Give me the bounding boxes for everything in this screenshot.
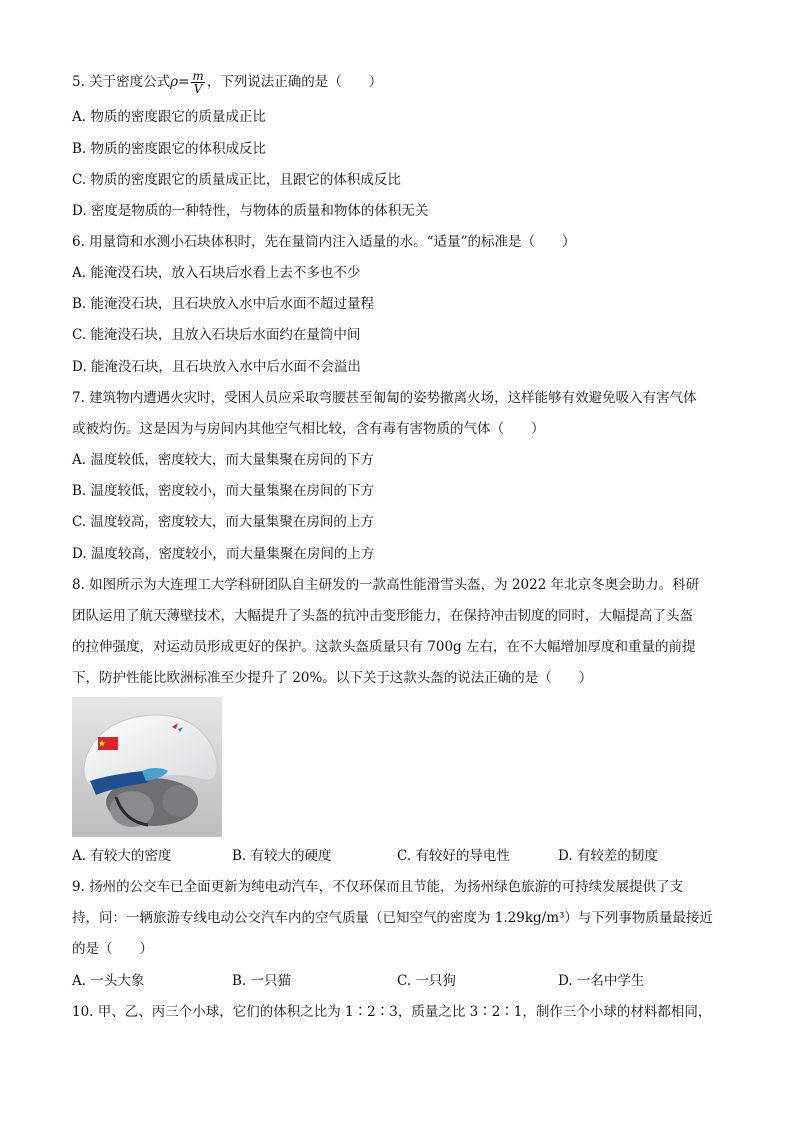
- q8-option-c: C. 有较好的导电性: [397, 848, 510, 864]
- q7-stem-line-1: 7. 建筑物内遭遇火灾时，受困人员应采取弯腰甚至匍匐的姿势撤离火场，这样能够有效避免吸入有害气体: [72, 390, 697, 406]
- q7-option-b: B. 温度较低，密度较小，而大量集聚在房间的下方: [72, 483, 375, 499]
- q5-stem-suffix: ，下列说法正确的是（ ）: [206, 74, 383, 90]
- q5-option-b: B. 物质的密度跟它的体积成反比: [72, 141, 267, 157]
- q8-stem-line-1: 8. 如图所示为大连理工大学科研团队自主研发的一款高性能滑雪头盔，为 2022 年北京冬奥会助力。科研: [72, 577, 700, 593]
- q6-stem: 6. 用量筒和水测小石块体积时，先在量筒内注入适量的水。“适量”的标准是（ ）: [72, 234, 576, 250]
- density-symbol: ρ=: [170, 74, 190, 90]
- q8-stem-line-2: 团队运用了航天薄壁技术，大幅提升了头盔的抗冲击变形能力，在保持冲击韧度的同时，大幅提高了头盔: [72, 608, 693, 624]
- helmet-icon: [72, 697, 222, 837]
- fraction-denominator: V: [193, 82, 203, 96]
- q7-stem-line-2: 或被灼伤。这是因为与房间内其他空气相比较，含有毒有害物质的气体（ ）: [72, 421, 545, 437]
- q9-option-b: B. 一只猫: [232, 973, 292, 989]
- q9-stem-line-1: 9. 扬州的公交车已全面更新为纯电动汽车，不仅环保而且节能，为扬州绿色旅游的可持续发展提供了支: [72, 879, 684, 895]
- q6-option-b: B. 能淹没石块，且石块放入水中后水面不超过量程: [72, 296, 375, 312]
- q5-option-a: A. 物质的密度跟它的质量成正比: [72, 109, 266, 125]
- q6-option-a: A. 能淹没石块，放入石块后水看上去不多也不少: [72, 265, 361, 281]
- q5-option-d: D. 密度是物质的一种特性，与物体的质量和物体的体积无关: [72, 203, 429, 219]
- q8-option-b: B. 有较大的硬度: [232, 848, 332, 864]
- q8-stem-line-4: 下，防护性能比欧洲标准至少提升了 20%。以下关于这款头盔的说法正确的是（ ）: [72, 670, 593, 686]
- ski-helmet-photo: [72, 697, 222, 837]
- q8-stem-line-3: 的拉伸强度，对运动员形成更好的保护。这款头盔质量只有 700g 左右，在不大幅增加厚度和重量的前提: [72, 639, 696, 655]
- q7-option-a: A. 温度较低，密度较大，而大量集聚在房间的下方: [72, 452, 374, 468]
- q9-option-d: D. 一名中学生: [558, 973, 645, 989]
- q8-option-d: D. 有较差的韧度: [558, 848, 658, 864]
- density-fraction: [191, 70, 204, 95]
- q8-option-a: A. 有较大的密度: [72, 848, 172, 864]
- q10-stem: 10. 甲、乙、丙三个小球，它们的体积之比为 1∶2∶3，质量之比 3∶2∶1，制作三个小球的材料都相同，: [72, 1004, 712, 1020]
- q7-option-c: C. 温度较高，密度较大，而大量集聚在房间的上方: [72, 514, 374, 530]
- q5-stem-prefix: 5. 关于密度公式: [72, 74, 171, 90]
- q6-option-d: D. 能淹没石块，且石块放入水中后水面不会溢出: [72, 359, 361, 375]
- q6-option-c: C. 能淹没石块，且放入石块后水面约在量筒中间: [72, 327, 361, 343]
- fraction-numerator: m: [192, 69, 204, 83]
- q9-stem-line-2: 持，问：一辆旅游专线电动公交汽车内的空气质量（已知空气的密度为 1.29kg/m³）与下列事物质量最接近: [72, 910, 713, 926]
- q9-stem-line-3: 的是（ ）: [72, 941, 153, 957]
- q9-option-a: A. 一头大象: [72, 973, 145, 989]
- q9-option-c: C. 一只狗: [397, 973, 456, 989]
- q5-stem: [72, 70, 382, 95]
- q7-option-d: D. 温度较高，密度较小，而大量集聚在房间的上方: [72, 546, 375, 562]
- q5-option-c: C. 物质的密度跟它的质量成正比，且跟它的体积成反比: [72, 172, 401, 188]
